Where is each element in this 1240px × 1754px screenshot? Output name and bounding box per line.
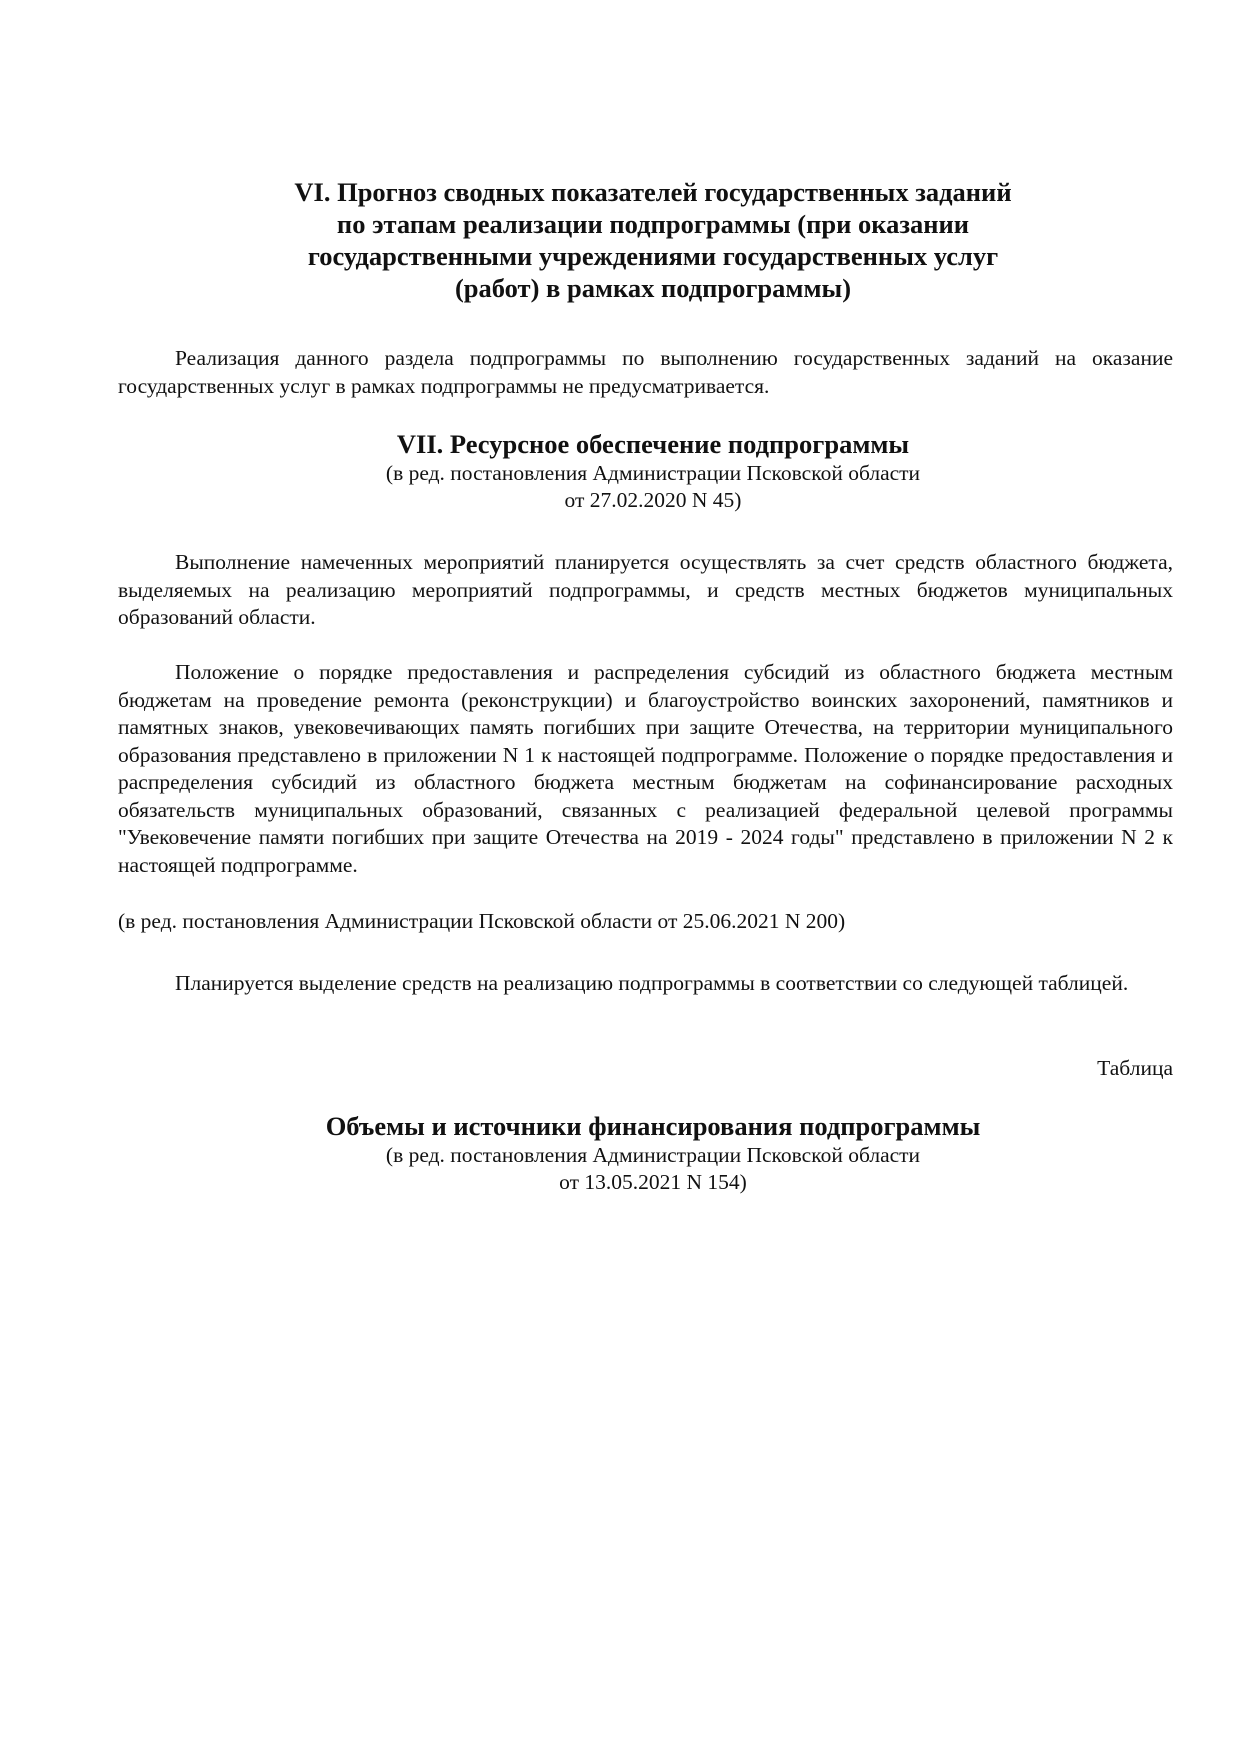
section-7-amendment-line-2: от 27.02.2020 N 45) [564, 488, 742, 512]
section-6-title-line-1: VI. Прогноз сводных показателей государственных заданий [294, 177, 1012, 207]
section-7-paragraph-2-amendment: (в ред. постановления Администрации Псковской области от 25.06.2021 N 200) [118, 909, 846, 933]
table-section-title: Объемы и источники финансирования подпрограммы [325, 1111, 981, 1141]
section-6-title [118, 176, 1188, 304]
section-7-amendment-line-1: (в ред. постановления Администрации Псковской области [385, 461, 921, 485]
table-label: Таблица [1097, 1056, 1173, 1080]
section-6-paragraph: Реализация данного раздела подпрограммы по выполнению государственных заданий на оказание государственных услуг в рамках подпрограммы не предусматривается. [118, 346, 1173, 398]
section-6-title-line-4: (работ) в рамках подпрограммы) [454, 273, 852, 303]
table-section-header [118, 1110, 1188, 1196]
section-6-title-line-3: государственными учреждениями государственных услуг [307, 241, 999, 271]
section-7-paragraph-1: Выполнение намеченных мероприятий планируется осуществлять за счет средств областного бюджета, выделяемых на реализацию мероприятий подпрограммы, и средств местных бюджетов муниципальных образований области. [118, 550, 1173, 629]
table-section-amendment-line-2: от 13.05.2021 N 154) [559, 1170, 747, 1194]
section-7-header [118, 428, 1188, 514]
table-section-amendment-line-1: (в ред. постановления Администрации Псковской области [385, 1143, 921, 1167]
section-7-paragraph-3: Планируется выделение средств на реализацию подпрограммы в соответствии со следующей таблицей. [175, 971, 1129, 995]
section-7-title: VII. Ресурсное обеспечение подпрограммы [396, 429, 910, 459]
section-6-title-line-2: по этапам реализации подпрограммы (при оказании [336, 209, 970, 239]
section-7-paragraph-2: Положение о порядке предоставления и распределения субсидий из областного бюджета местным бюджетам на проведение ремонта (реконструкции) и благоустройство воинских захоронений, памятников и памятных знаков, увековечивающих память погибших при защите Отечества, на территории муниципального образования представлено в приложении N 1 к настоящей подпрограмме. Положение о порядке предоставления и распределения субсидий из областного бюджета местным бюджетам на софинансирование расходных обязательств муниципальных образований, связанных с реализацией федеральной целевой программы "Увековечение памяти погибших при защите Отечества на 2019 - 2024 годы" представлено в приложении N 2 к настоящей подпрограмме. [118, 660, 1173, 877]
